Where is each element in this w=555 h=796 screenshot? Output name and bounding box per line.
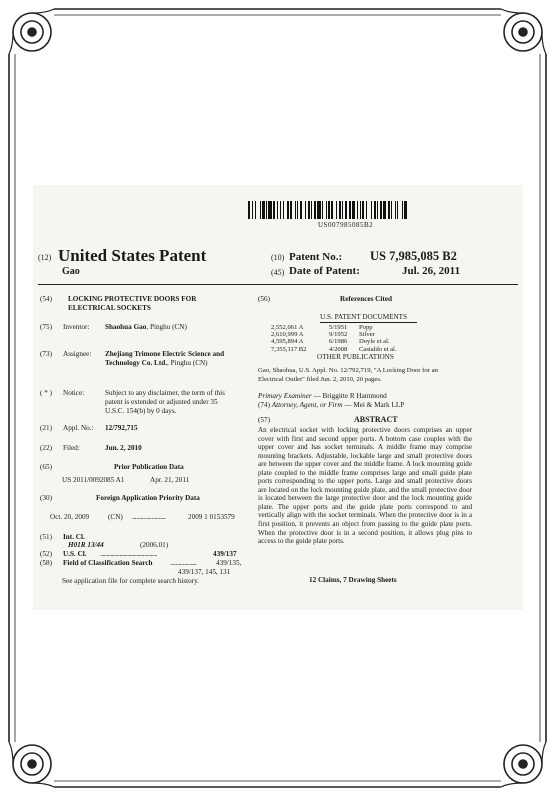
ref-name: Silver — [359, 331, 375, 339]
us-docs-underline — [320, 322, 417, 323]
foreign-number: 2009 1 0153579 — [188, 513, 235, 521]
ref-date: 4/2008 — [329, 345, 348, 353]
notice-code: ( * ) — [40, 389, 52, 397]
patent-number: US 7,985,085 B2 — [370, 249, 457, 263]
ref-name: Castaldo et al. — [359, 345, 397, 353]
attorney-name: — Mei & Mark LLP — [344, 401, 405, 409]
examiner — [258, 392, 387, 401]
code-45: (45) — [271, 268, 285, 277]
ref-date: 5/1951 — [329, 324, 348, 331]
notice-line1: Subject to any disclaimer, the term of this — [105, 389, 225, 397]
ref-name: Popp — [359, 324, 373, 331]
appl-label: Appl. No.: — [63, 424, 94, 432]
refs-code: (56) — [258, 295, 270, 303]
prior-code: (65) — [40, 463, 52, 471]
uscl-label: U.S. Cl. — [63, 550, 87, 558]
examiner-label: Primary Examiner — [258, 392, 312, 400]
foreign-heading: Foreign Application Priority Data — [96, 494, 200, 502]
ref-number: 7,355,117 B2 — [271, 345, 307, 353]
code-10: (10) — [271, 253, 285, 262]
document-title: United States Patent — [58, 246, 207, 265]
foreign-country: (CN) — [108, 513, 123, 521]
code-12: (12) — [38, 253, 52, 262]
notice-line2: patent is extended or adjusted under 35 — [105, 398, 218, 406]
abstract-code: (57) — [258, 416, 270, 424]
ref-row — [271, 331, 451, 338]
prior-date: Apr. 21, 2011 — [150, 476, 190, 484]
title-code: (54) — [40, 295, 52, 303]
foreign-leader: ........................ — [132, 513, 166, 521]
assignee-code: (73) — [40, 350, 52, 358]
ref-row — [271, 338, 451, 345]
ref-date: 6/1986 — [329, 338, 348, 346]
claims-summary: 12 Claims, 7 Drawing Sheets — [309, 576, 397, 584]
uscl-code: (52) — [40, 550, 52, 558]
us-docs-heading: U.S. PATENT DOCUMENTS — [320, 313, 408, 321]
intcl-code: (51) — [40, 533, 52, 541]
barcode-number: US007985085B2 — [318, 221, 374, 229]
prior-publication: US 2011/0092085 A1 — [62, 476, 125, 484]
invention-title-line1: LOCKING PROTECTIVE DOORS FOR — [68, 295, 197, 303]
ref-row — [271, 346, 451, 353]
assignee-line2 — [105, 359, 208, 368]
ref-number: 4,595,894 A — [271, 338, 304, 346]
attorney-code: (74) — [258, 401, 270, 409]
assignee-company: Technology Co. Ltd. — [105, 359, 168, 367]
other-pubs-heading: OTHER PUBLICATIONS — [317, 353, 394, 361]
attorney — [258, 401, 404, 410]
field-value1: 439/135, — [216, 559, 242, 567]
intcl-label: Int. Cl. — [63, 533, 85, 541]
inventor-place: , Pinghu (CN) — [146, 323, 187, 331]
invention-title-line2: ELECTRICAL SOCKETS — [68, 304, 151, 312]
notice-line3: U.S.C. 154(b) by 0 days. — [105, 407, 177, 415]
ref-date: 9/1952 — [329, 331, 348, 339]
inventor-code: (75) — [40, 323, 52, 331]
filed-code: (22) — [40, 444, 52, 452]
notice-label: Notice: — [63, 389, 85, 397]
assignee-place: , Pinghu (CN) — [167, 359, 208, 367]
patent-date: Jul. 26, 2011 — [402, 265, 461, 277]
us-docs-list — [271, 324, 451, 353]
ref-row — [271, 324, 451, 331]
field-leader: ................... — [170, 559, 197, 567]
appl-number: 12/792,715 — [105, 424, 138, 432]
examiner-name: — Briggitte R Hammond — [313, 392, 387, 400]
date-label: Date of Patent: — [289, 265, 360, 277]
barcode-bar — [404, 201, 406, 219]
attorney-label: Attorney, Agent, or Firm — [271, 401, 343, 409]
abstract-text: An electrical socket with locking protective doors comprises an upper cover with first and second upper ports. A bottom case couples with the upper cover and has socket terminals. A middle frame may comprise mounting brackets. Adjustable, lockable large and small protective doors are between the upper cover and the middle frame. A lock mounting guide plate coupled to the middle frame comprises large and small guide plate ports corresponding to the upper ports. Large and small protective doors are located on the lock mounting guide plate, and the small protective door is located between the large protective door and the lock mounting guide plate. The upper ports and the guide plate ports correspond to and vertically align with the socket terminals. When the protective door is in a first position, it prevents an object from passing to the guide plate ports. When the protective door is in a second position, it allows plug pins to access to the guide plate ports. — [258, 426, 472, 546]
filed-label: Filed: — [63, 444, 80, 452]
header-rule — [38, 284, 518, 285]
field-code: (58) — [40, 559, 52, 567]
ref-number: 2,610,999 A — [271, 331, 304, 339]
barcode — [248, 201, 468, 219]
uscl-value: 439/137 — [213, 550, 237, 558]
inventor-label: Inventor: — [63, 323, 90, 331]
ref-name: Doyle et al. — [359, 338, 390, 346]
inventor-surname: Gao — [62, 266, 80, 277]
inventor-field — [105, 323, 187, 332]
intcl-year: (2006.01) — [140, 541, 169, 549]
appl-code: (21) — [40, 424, 52, 432]
refs-heading: References Cited — [340, 295, 392, 303]
filed-date: Jun. 2, 2010 — [105, 444, 142, 452]
ref-number: 2,552,061 A — [271, 324, 304, 331]
foreign-code: (30) — [40, 494, 52, 502]
foreign-date: Oct. 20, 2009 — [50, 513, 90, 521]
inventor-name: Shaohua Gao — [105, 323, 147, 331]
intcl-class: H01R 13/44 — [68, 541, 104, 549]
other-pub-line2: Electrical Outlet" filed Jun. 2, 2010, 20 pages. — [258, 376, 382, 383]
patent-no-label: Patent No.: — [289, 251, 343, 263]
field-value2: 439/137, 145, 131 — [178, 568, 231, 576]
assignee-line1: Zhejiang Trimone Electric Science and — [105, 350, 225, 358]
prior-heading: Prior Publication Data — [114, 463, 184, 471]
other-pub-line1: Gao, Shaohua, U.S. Appl. No. 12/792,719, "A Locking Door for an — [258, 367, 438, 374]
assignee-label: Assignee: — [63, 350, 92, 358]
abstract-heading: ABSTRACT — [354, 415, 398, 424]
uscl-leader: ............................................ — [100, 550, 158, 558]
field-note: See application file for complete search history. — [62, 577, 200, 585]
field-label: Field of Classification Search — [63, 559, 153, 567]
